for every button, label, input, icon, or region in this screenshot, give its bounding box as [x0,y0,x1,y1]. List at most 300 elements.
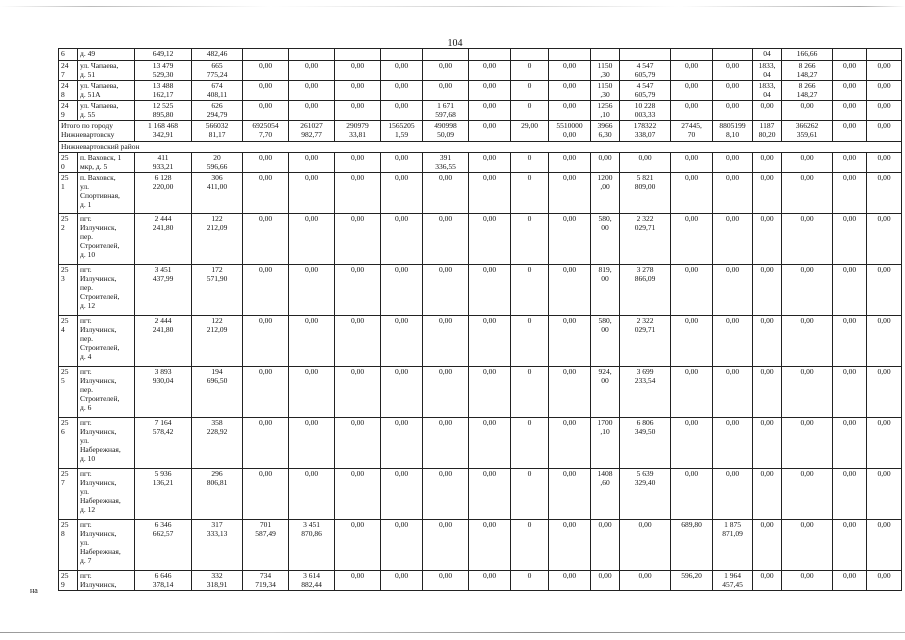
value-cell: 0,00 [289,214,335,265]
total-cell: 290979 33,81 [335,121,381,142]
value-cell: 0,00 [289,81,335,101]
value-cell: 0,00 [243,81,289,101]
value-cell: 0,00 [243,214,289,265]
table-row [59,81,902,101]
value-cell: 0,00 [867,265,902,316]
value-cell: 411 933,21 [135,153,192,173]
value-cell: 0,00 [671,469,713,520]
value-cell: 6 346 662,57 [135,520,192,571]
total-cell: 566032 81,17 [192,121,243,142]
value-cell: 1 671 597,68 [423,101,469,121]
value-cell: 0,00 [867,101,902,121]
value-cell: 0,00 [713,173,753,214]
value-cell: 0,00 [591,153,620,173]
value-cell: 20 596,66 [192,153,243,173]
scan-edge-bottom [0,632,905,633]
value-cell: 0,00 [549,571,591,591]
value-cell: 0,00 [782,101,833,121]
value-cell: 0,00 [671,101,713,121]
value-cell: 0,00 [469,316,511,367]
value-cell [381,49,423,61]
value-cell: 0,00 [381,316,423,367]
value-cell: 172 571,90 [192,265,243,316]
value-cell: 0,00 [591,571,620,591]
value-cell: 8 266 148,27 [782,61,833,81]
value-cell: 0,00 [335,61,381,81]
value-cell: 0,00 [867,173,902,214]
value-cell: 0 [511,81,549,101]
table-row [59,173,902,214]
value-cell [833,49,867,61]
value-cell: 0,00 [243,367,289,418]
value-cell: 0,00 [289,265,335,316]
total-cell: 29,00 [511,121,549,142]
value-cell: 0,00 [620,153,671,173]
value-cell: 0,00 [469,418,511,469]
value-cell: 0 [511,571,549,591]
value-cell: 0,00 [243,101,289,121]
value-cell: 0,00 [671,153,713,173]
table-row [59,153,902,173]
total-cell: 5510000 0,00 [549,121,591,142]
address-cell: пгт. Излучинск, ул. Набережная, д. 7 [78,520,135,571]
region-label: Нижневартовский район [59,142,902,153]
row-number-cell: 25 7 [59,469,78,520]
value-cell: 6 646 378,14 [135,571,192,591]
value-cell: 0,00 [867,214,902,265]
value-cell: 0,00 [867,571,902,591]
value-cell: 0,00 [549,81,591,101]
value-cell: 0 [511,367,549,418]
value-cell: 391 336,55 [423,153,469,173]
value-cell: 1256 ,10 [591,101,620,121]
value-cell: 0,00 [549,153,591,173]
address-cell: д. 49 [78,49,135,61]
value-cell [469,49,511,61]
value-cell: 0,00 [713,367,753,418]
row-number-cell: 25 5 [59,367,78,418]
value-cell [511,49,549,61]
value-cell: 0,00 [423,81,469,101]
value-cell: 1 964 457,45 [713,571,753,591]
value-cell: 306 411,00 [192,173,243,214]
value-cell: 332 318,91 [192,571,243,591]
value-cell: 0,00 [782,418,833,469]
region-row [59,142,902,153]
value-cell: 0,00 [423,265,469,316]
value-cell: 0,00 [833,101,867,121]
value-cell: 2 322 029,71 [620,214,671,265]
value-cell: 1408 ,60 [591,469,620,520]
value-cell: 0,00 [423,173,469,214]
value-cell: 1 875 871,09 [713,520,753,571]
value-cell [671,49,713,61]
value-cell: 0,00 [671,214,713,265]
value-cell: 0,00 [549,101,591,121]
data-table [58,48,902,591]
address-cell: пгт. Излучинск, [78,571,135,591]
row-number-cell: 25 0 [59,153,78,173]
value-cell: 0,00 [335,214,381,265]
value-cell: 0,00 [713,214,753,265]
value-cell: 0,00 [469,265,511,316]
value-cell: 10 228 003,33 [620,101,671,121]
address-cell: пгт. Излучинск, пер. Строителей, д. 4 [78,316,135,367]
row-number-cell: 25 6 [59,418,78,469]
table-row [59,101,902,121]
table-row [59,520,902,571]
value-cell: 0,00 [549,316,591,367]
value-cell: 0,00 [243,469,289,520]
value-cell: 0,00 [549,367,591,418]
value-cell: 0,00 [833,520,867,571]
value-cell: 689,80 [671,520,713,571]
row-number-cell: 25 4 [59,316,78,367]
row-number-cell: 25 8 [59,520,78,571]
value-cell [620,49,671,61]
page-number: 104 [447,38,463,49]
value-cell: 1700 ,10 [591,418,620,469]
total-cell: 8805199 8,10 [713,121,753,142]
value-cell: 0,00 [381,61,423,81]
value-cell: 0,00 [243,61,289,81]
value-cell: 296 806,81 [192,469,243,520]
value-cell: 0,00 [867,418,902,469]
value-cell: 0,00 [549,469,591,520]
value-cell: 3 451 437,99 [135,265,192,316]
value-cell: 819, 00 [591,265,620,316]
value-cell: 0,00 [469,214,511,265]
value-cell: 0,00 [423,214,469,265]
table-row [59,367,902,418]
value-cell: 0,00 [423,469,469,520]
value-cell: 0,00 [289,316,335,367]
value-cell: 0,00 [782,173,833,214]
value-cell: 4 547 605,79 [620,61,671,81]
value-cell [591,49,620,61]
value-cell: 0,00 [833,316,867,367]
value-cell: 580, 00 [591,316,620,367]
value-cell: 0,00 [335,367,381,418]
value-cell: 0,00 [335,520,381,571]
value-cell: 0,00 [549,418,591,469]
value-cell [713,49,753,61]
value-cell: 6 128 220,00 [135,173,192,214]
table-row [59,469,902,520]
value-cell: 0,00 [335,418,381,469]
value-cell [335,49,381,61]
total-cell: 1187 80,20 [753,121,782,142]
value-cell: 1833, 04 [753,61,782,81]
value-cell: 12 525 895,80 [135,101,192,121]
value-cell: 0,00 [469,469,511,520]
value-cell: 0,00 [335,81,381,101]
value-cell: 2 322 029,71 [620,316,671,367]
value-cell: 0,00 [469,153,511,173]
value-cell: 0,00 [381,571,423,591]
value-cell: 0,00 [782,316,833,367]
value-cell: 0,00 [753,214,782,265]
value-cell: 0,00 [833,265,867,316]
value-cell: 580, 00 [591,214,620,265]
value-cell: 0 [511,101,549,121]
value-cell: 0,00 [469,367,511,418]
total-cell: 3966 6,30 [591,121,620,142]
value-cell: 0,00 [381,469,423,520]
total-label: Итого по городу Нижневартовску [59,121,135,142]
value-cell: 1833, 04 [753,81,782,101]
value-cell: 3 451 870,86 [289,520,335,571]
value-cell: 0,00 [782,571,833,591]
value-cell: 0,00 [469,571,511,591]
value-cell: 5 936 136,21 [135,469,192,520]
value-cell: 0,00 [549,61,591,81]
value-cell: 1150 ,30 [591,61,620,81]
value-cell: 701 587,49 [243,520,289,571]
value-cell: 0,00 [713,61,753,81]
value-cell [549,49,591,61]
value-cell: 0,00 [753,367,782,418]
value-cell: 0,00 [867,469,902,520]
value-cell: 0,00 [549,214,591,265]
value-cell: 0,00 [549,520,591,571]
value-cell: 0 [511,61,549,81]
row-number-cell: 24 9 [59,101,78,121]
value-cell: 0,00 [833,367,867,418]
table-row [59,61,902,81]
value-cell: 0,00 [833,61,867,81]
value-cell: 0,00 [289,61,335,81]
value-cell: 0,00 [381,265,423,316]
value-cell: 0,00 [243,418,289,469]
scan-edge-top [0,6,905,7]
value-cell: 0,00 [713,316,753,367]
value-cell: 0,00 [833,153,867,173]
value-cell: 0,00 [549,173,591,214]
address-cell: пгт. Излучинск, ул. Набережная, д. 10 [78,418,135,469]
address-cell: пгт. Излучинск, ул. Набережная, д. 12 [78,469,135,520]
value-cell: 482,46 [192,49,243,61]
value-cell: 0 [511,214,549,265]
value-cell: 0,00 [753,101,782,121]
value-cell: 0,00 [289,469,335,520]
total-cell: 27445, 70 [671,121,713,142]
value-cell: 3 699 233,54 [620,367,671,418]
value-cell: 626 294,79 [192,101,243,121]
value-cell: 0,00 [833,214,867,265]
address-cell: пгт. Излучинск, пер. Строителей, д. 10 [78,214,135,265]
value-cell: 0,00 [289,418,335,469]
value-cell: 8 266 148,27 [782,81,833,101]
value-cell: 0,00 [671,265,713,316]
value-cell: 0,00 [423,367,469,418]
value-cell: 6 806 349,50 [620,418,671,469]
value-cell: 0,00 [243,316,289,367]
total-cell: 178322 338,07 [620,121,671,142]
value-cell: 358 228,92 [192,418,243,469]
value-cell: 0,00 [335,101,381,121]
value-cell: 0,00 [335,316,381,367]
value-cell: 0,00 [753,520,782,571]
value-cell: 0,00 [713,469,753,520]
value-cell: 5 639 329,40 [620,469,671,520]
value-cell: 0,00 [753,571,782,591]
total-cell: 0,00 [833,121,867,142]
value-cell: 0,00 [867,520,902,571]
value-cell: 0,00 [469,101,511,121]
value-cell: 0,00 [671,367,713,418]
value-cell: 0,00 [782,265,833,316]
value-cell: 0,00 [381,81,423,101]
value-cell: 0 [511,265,549,316]
value-cell: 122 212,09 [192,316,243,367]
value-cell: 122 212,09 [192,214,243,265]
value-cell: 0,00 [591,520,620,571]
value-cell: 0,00 [713,101,753,121]
value-cell: 0,00 [833,81,867,101]
value-cell: 665 775,24 [192,61,243,81]
address-cell: ул. Чапаева, д. 55 [78,101,135,121]
value-cell: 0,00 [782,367,833,418]
value-cell: 0,00 [381,418,423,469]
value-cell: 0,00 [782,520,833,571]
value-cell: 0,00 [867,81,902,101]
value-cell: 0,00 [867,316,902,367]
value-cell: 0,00 [243,265,289,316]
value-cell: 0,00 [753,153,782,173]
value-cell: 2 444 241,80 [135,316,192,367]
value-cell: 194 696,50 [192,367,243,418]
total-row [59,121,902,142]
value-cell: 0,00 [782,153,833,173]
value-cell: 0,00 [469,81,511,101]
value-cell: 0,00 [833,418,867,469]
value-cell: 0,00 [243,173,289,214]
value-cell: 5 821 809,00 [620,173,671,214]
value-cell: 0,00 [549,265,591,316]
table-row [59,214,902,265]
total-cell: 1 168 468 342,91 [135,121,192,142]
value-cell: 0,00 [423,520,469,571]
row-number-cell: 6 [59,49,78,61]
value-cell: 4 547 605,79 [620,81,671,101]
value-cell: 0,00 [833,571,867,591]
row-number-cell: 25 9 [59,571,78,591]
value-cell: 2 444 241,80 [135,214,192,265]
value-cell: 0,00 [671,61,713,81]
value-cell: 0,00 [620,571,671,591]
value-cell: 13 488 162,17 [135,81,192,101]
value-cell: 0,00 [335,265,381,316]
address-cell: ул. Чапаева, д. 51А [78,81,135,101]
value-cell: 0,00 [289,153,335,173]
value-cell: 0,00 [753,316,782,367]
value-cell: 0,00 [782,214,833,265]
address-cell: пгт. Излучинск, пер. Строителей, д. 6 [78,367,135,418]
value-cell: 0,00 [423,61,469,81]
value-cell: 0,00 [713,418,753,469]
value-cell: 0 [511,418,549,469]
value-cell: 0,00 [381,173,423,214]
value-cell: 0,00 [671,316,713,367]
value-cell: 3 278 866,09 [620,265,671,316]
value-cell: 0,00 [753,469,782,520]
value-cell: 0,00 [671,81,713,101]
value-cell: 0,00 [289,173,335,214]
row-number-cell: 24 7 [59,61,78,81]
value-cell: 0,00 [423,571,469,591]
value-cell: 0,00 [833,469,867,520]
value-cell: 0,00 [335,469,381,520]
total-cell: 0,00 [867,121,902,142]
value-cell: 0,00 [753,265,782,316]
value-cell: 0,00 [713,81,753,101]
value-cell: 1150 ,30 [591,81,620,101]
value-cell: 0,00 [469,520,511,571]
value-cell: 3 614 882,44 [289,571,335,591]
value-cell: 7 164 578,42 [135,418,192,469]
value-cell: 0,00 [833,173,867,214]
total-cell: 6925054 7,70 [243,121,289,142]
value-cell: 1200 ,00 [591,173,620,214]
total-cell: 490998 50,09 [423,121,469,142]
address-cell: ул. Чапаева, д. 51 [78,61,135,81]
value-cell: 0,00 [335,153,381,173]
value-cell [243,49,289,61]
value-cell: 0,00 [782,469,833,520]
value-cell: 924, 00 [591,367,620,418]
value-cell: 0 [511,469,549,520]
value-cell: 0,00 [289,101,335,121]
value-cell: 0,00 [867,153,902,173]
value-cell: 0,00 [381,520,423,571]
value-cell: 0,00 [381,214,423,265]
value-cell: 0,00 [867,367,902,418]
value-cell: 0 [511,153,549,173]
address-cell: п. Ваховск, 1 мкр, д. 5 [78,153,135,173]
value-cell: 596,20 [671,571,713,591]
total-cell: 261027 982,77 [289,121,335,142]
footer-note: на [30,586,38,595]
value-cell: 0,00 [671,173,713,214]
value-cell: 649,12 [135,49,192,61]
value-cell: 0,00 [381,367,423,418]
value-cell: 0,00 [867,61,902,81]
value-cell: 166,66 [782,49,833,61]
value-cell [289,49,335,61]
total-cell: 366262 359,61 [782,121,833,142]
value-cell: 0,00 [243,153,289,173]
value-cell: 0,00 [381,153,423,173]
total-cell: 1565205 1,59 [381,121,423,142]
value-cell [867,49,902,61]
value-cell: 0,00 [335,571,381,591]
total-cell: 0,00 [469,121,511,142]
table-row [59,265,902,316]
row-number-cell: 25 2 [59,214,78,265]
value-cell: 0 [511,520,549,571]
value-cell: 317 333,13 [192,520,243,571]
value-cell: 0,00 [753,173,782,214]
table-row [59,316,902,367]
address-cell: п. Ваховск, ул. Спортивная, д. 1 [78,173,135,214]
value-cell: 0,00 [713,153,753,173]
value-cell: 0,00 [469,61,511,81]
row-number-cell: 25 1 [59,173,78,214]
value-cell: 674 408,11 [192,81,243,101]
value-cell: 3 893 930,04 [135,367,192,418]
value-cell: 0,00 [423,418,469,469]
